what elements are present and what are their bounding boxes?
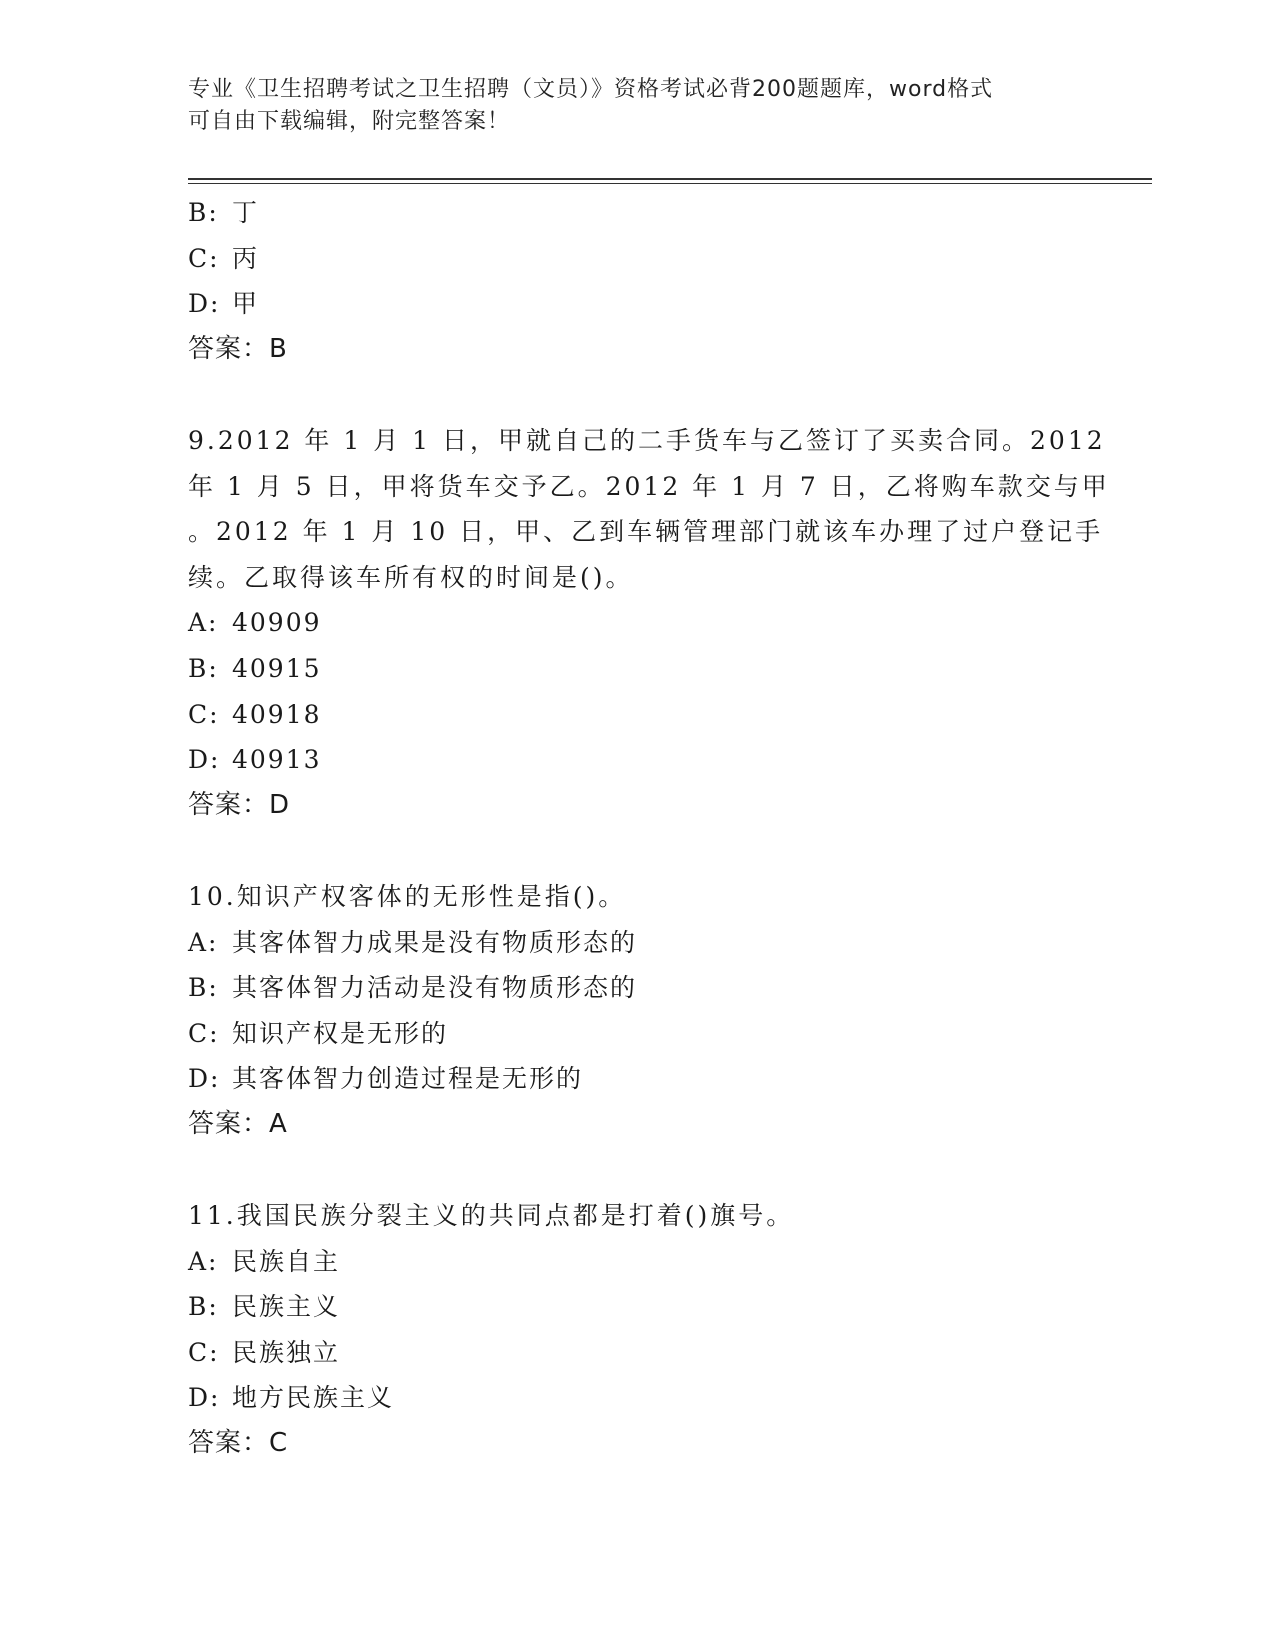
- option-key: B:: [188, 653, 219, 683]
- option-a: [188, 600, 1088, 646]
- header-divider-thick: [188, 178, 1152, 180]
- option-text: 知识产权是无形的: [232, 1018, 449, 1048]
- question-stem: [188, 418, 1110, 600]
- option-text: 丁: [232, 198, 260, 227]
- header-line-2: 可自由下载编辑，附完整答案！: [188, 109, 511, 134]
- option-text: 甲: [232, 289, 260, 319]
- option-key: D:: [188, 745, 221, 775]
- header-divider-thin: [188, 183, 1152, 184]
- spacer: [188, 1147, 1088, 1193]
- option-c: [188, 1330, 1088, 1376]
- question-list: [188, 190, 1110, 1467]
- option-text: 40909: [232, 608, 322, 638]
- stem-line: 9.2012 年 1 月 1 日，甲就自己的二手货车与乙签订了买卖合同。2012: [188, 425, 1106, 455]
- option-a: [188, 920, 1088, 966]
- option-text: 其客体智力成果是没有物质形态的: [232, 927, 638, 957]
- option-key: B:: [188, 1292, 219, 1322]
- option-b: [188, 1284, 1088, 1330]
- option-text: 40915: [232, 653, 322, 683]
- option-d: [188, 1056, 1088, 1102]
- option-text: 民族自主: [232, 1246, 341, 1276]
- spacer: [188, 828, 1088, 874]
- answer-line: 答案：D: [188, 789, 291, 820]
- option-d: [188, 281, 1088, 327]
- option-text: 其客体智力活动是没有物质形态的: [232, 973, 638, 1003]
- option-key: D:: [188, 289, 221, 319]
- stem-line: 。2012 年 1 月 10 日，甲、乙到车辆管理部门就该车办理了过户登记手: [188, 517, 1104, 547]
- header-line-1: 专业《卫生招聘考试之卫生招聘（文员）》资格考试必背200题题库，word格式: [188, 77, 994, 102]
- question-block-prev: [188, 190, 1088, 372]
- option-text: 民族主义: [232, 1292, 341, 1322]
- spacer: [188, 372, 1088, 418]
- question-block-10: [188, 874, 1088, 1148]
- option-key: A:: [188, 1246, 219, 1276]
- stem-line: 11.我国民族分裂主义的共同点都是打着()旗号。: [188, 1201, 795, 1231]
- option-b: [188, 190, 1088, 236]
- option-text: 地方民族主义: [232, 1383, 395, 1413]
- stem-line: 年 1 月 5 日，甲将货车交予乙。2012 年 1 月 7 日，乙将购车款交与甲: [188, 471, 1110, 501]
- option-text: 丙: [232, 243, 260, 273]
- option-key: D:: [188, 1383, 221, 1413]
- option-a: [188, 1239, 1088, 1285]
- answer-line: 答案：C: [188, 1428, 289, 1459]
- option-d: [188, 737, 1088, 783]
- document-header: [188, 74, 1088, 138]
- answer-line: 答案：A: [188, 1108, 288, 1139]
- option-key: C:: [188, 1018, 220, 1048]
- option-key: C:: [188, 699, 220, 729]
- stem-line: 10.知识产权客体的无形性是指()。: [188, 881, 627, 911]
- stem-line: 续。乙取得该车所有权的时间是()。: [188, 562, 634, 592]
- question-block-9: [188, 418, 1110, 828]
- question-stem: [188, 1193, 1088, 1239]
- option-key: B:: [188, 198, 219, 227]
- option-key: C:: [188, 1337, 220, 1367]
- option-c: [188, 236, 1088, 282]
- option-key: A:: [188, 608, 219, 638]
- option-key: C:: [188, 243, 220, 273]
- question-stem: [188, 874, 1088, 920]
- option-d: [188, 1375, 1088, 1421]
- option-text: 民族独立: [232, 1337, 341, 1367]
- option-text: 40918: [232, 699, 322, 729]
- option-c: [188, 1011, 1088, 1057]
- option-text: 40913: [232, 745, 322, 775]
- option-key: D:: [188, 1064, 221, 1094]
- option-key: B:: [188, 973, 219, 1003]
- option-c: [188, 692, 1088, 738]
- option-key: A:: [188, 927, 219, 957]
- option-b: [188, 646, 1088, 692]
- answer-line: 答案：B: [188, 333, 288, 364]
- question-block-11: [188, 1193, 1088, 1467]
- option-text: 其客体智力创造过程是无形的: [232, 1064, 584, 1094]
- option-b: [188, 965, 1088, 1011]
